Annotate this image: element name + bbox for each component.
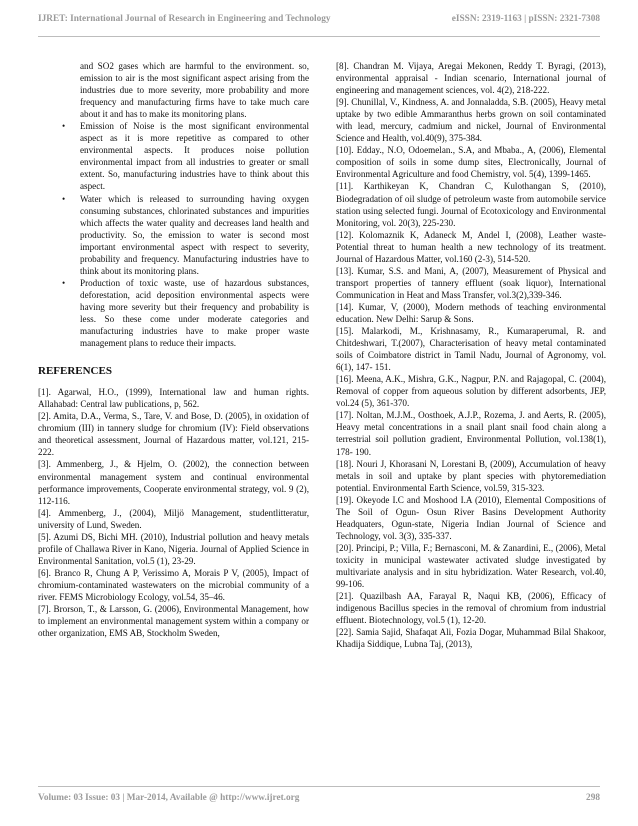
references-heading: REFERENCES [38,365,112,378]
bullet-icon: • [62,121,66,132]
reference-item: [22]. Samia Sajid, Shafaqat Ali, Fozia Dogar, Muhammad Bilal Shakoor, Khadija Siddique, Lubna Taj, (2013), [336,627,606,650]
left-column [38,60,309,639]
reference-item: [21]. Quazilbash AA, Farayal R, Naqui KB, (2006), Efficacy of indigenous Bacillus species in the removal of chromium from industrial effluent. Biotechnology, vol.5 (1), 12-20. [336,591,606,626]
reference-item: [14]. Kumar, V, (2000), Modern methods of teaching environmental education. New Delhi: Sarup & Sons. [336,301,606,324]
reference-item: [19]. Okeyode I.C and Moshood I.A (2010), Elemental Compositions of The Soil of Ogun- Osun River Basins Development Authority Headquaters, Ogun-state, Nigeria Indian Journal of Science and Technology, vol. 3(3), 335-337. [336,494,606,541]
page-header [38,14,600,24]
bullet-item-noise [38,120,309,192]
reference-item: [9]. Chunillal, V., Kindness, A. and Jonnaladda, S.B. (2005), Heavy metal uptake by two edible Ammaranthus herbs grown on soil contaminated with lead, mercury, cadmium and nickel, Journal of Environmental Science and Health, vol.40(9), 375-384. [336,97,606,144]
bullet-icon: • [62,277,66,288]
reference-item: [6]. Branco R, Chung A P, Verissimo A, Morais P V, (2005), Impact of chromium-contaminated wastewaters on the microbial community of a river. FEMS Microbiology Ecology, vol.54, 35–46. [38,567,309,602]
bullet-text: Production of toxic waste, use of hazardous substances, deforestation, acid deposition environmental aspects were having more severity but their frequency and probability is less. So these come under moderate categories and manufacturing industries have to make proper waste management plans to reduce their impacts. [80,277,309,349]
issn-info: eISSN: 2319-1163 | pISSN: 2321-7308 [451,14,600,24]
reference-item: [2]. Amita, D.A., Verma, S., Tare, V. and Bose, D. (2005), in oxidation of chromium (III) in tannery sludge for chromium (IV): Field observations and theoretical assessment, Journal of Hazardous matter, vol.121, 215-222. [38,411,309,458]
bullet-item-toxic-waste [38,277,309,349]
reference-item: [15]. Malarkodi, M., Krishnasamy, R., Kumaraperumal, R. and Chitdeshwari, T.(2007), Characterisation of heavy metal contaminated soils of Coimbatore district in Tamil Nadu, Journal of Agronomy, vol. 6(1), 147- 151. [336,326,606,373]
reference-item: [12]. Kolomaznik K, Adaneck M, Andel I, (2008), Leather waste- Potential threat to human health a new technology of its treatment. Journal of Hazardous Matter, vol.160 (2-3), 514-520. [336,229,606,264]
reference-item: [11]. Karthikeyan K, Chandran C, Kulothangan S, (2010), Biodegradation of oil sludge of petroleum waste from automobile service station using selected fungi. Journal of Ecotoxicology and Environmental Monitoring, vol. 20(3), 225-230. [336,181,606,228]
reference-item: [10]. Edday., N.O, Odoemelan., S.A, and Mbaba., A, (2006), Elemental composition of soils in some dump sites, Electronically, Journal of Environmental Agriculture and food Chemistry, vol. 5(4), 1399-1465. [336,145,606,180]
continuation-paragraph: and SO2 gases which are harmful to the environment. so, emission to air is the most significant aspect arising from the industries due to more severity, more probability and more frequency and manufacturing firms have to take much care about it and has to make its monitoring plans. [80,61,309,120]
reference-item: [8]. Chandran M. Vijaya, Aregai Mekonen, Reddy T. Byragi, (2013), environmental appraisal - Indian scenario, International journal of engineering and management sciences, vol. 4(2), 218-222. [336,61,606,96]
issue-info: Volume: 03 Issue: 03 | Mar-2014, Available @ http://www.ijret.org [38,793,300,803]
bullet-text: Emission of Noise is the most significant environmental aspect as it is more repetitive as compared to other environmental aspects. It produces noise pollution environmental impact from all industries to greater or small extent. So, manufacturing industries have to think about this aspect. [80,121,309,192]
reference-item: [13]. Kumar, S.S. and Mani, A, (2007), Measurement of Physical and transport properties of tannery effluent (soak liquor), International Communication in Heat and Mass Transfer, vol.3(2),339-346. [336,265,606,300]
journal-title: IJRET: International Journal of Research in Engineering and Technology [38,14,331,24]
footer-divider [38,786,600,787]
reference-item: [5]. Azumi DS, Bichi MH. (2010), Industrial pollution and heavy metals profile of Challawa River in Kano, Nigeria. Journal of Applied Science in Environmental Sanitation, vol.5 (1), 23-29. [38,531,309,566]
aspect-bullet-list [38,120,309,349]
reference-item: [18]. Nouri J, Khorasani N, Lorestani B, (2009), Accumulation of heavy metals in soil and uptake by plant species with phytoremediation potential. Environmental Earth Science, vol.59, 315-323. [336,458,606,493]
reference-item: [4]. Ammenberg, J., (2004), Miljö Management, studentlitteratur, university of Lund, Sweden. [38,507,309,530]
reference-item: [1]. Agarwal, H.O., (1999), International law and human rights. Allahabad: Central law publications, p, 562. [38,387,309,410]
page-number: 298 [586,793,600,803]
right-column [336,60,606,650]
reference-item: [16]. Meena, A.K., Mishra, G.K., Nagpur, P.N. and Rajagopal, C. (2004), Removal of copper from aqueous solution by different adsorbents, JEP, vol.24 (5), 361-370. [336,374,606,409]
bullet-item-water [38,193,309,277]
reference-item: [3]. Ammenberg, J., & Hjelm, O. (2002), the connection between environmental management system and continual environmental performance improvements, Cooperate environmental strategy, vol. 9 (2), 112-116. [38,459,309,506]
reference-item: [7]. Brorson, T., & Larsson, G. (2006), Environmental Management, how to implement an environmental management system within a company or other organization, EMS AB, Stockholm Sweden, [38,604,309,639]
page-footer [38,793,600,803]
header-divider [38,36,600,37]
reference-item: [20]. Principi, P.; Villa, F.; Bernasconi, M. & Zanardini, E., (2006), Metal toxicity in municipal wastewater activated sludge investigated by multivariate analysis and in situ hybridization. Water Research, vol.40, 99-106. [336,542,606,590]
bullet-icon: • [62,193,66,204]
reference-item: [17]. Noltan, M.J.M., Oosthoek, A.J.P., Rozema, J. and Aerts, R. (2005), Heavy metal concentrations in a snail plant snail food chain along a terrestrial soil pollution gradient, Environmental Pollution, vol.138(1), 178- 190. [336,410,606,457]
bullet-text: Water which is released to surrounding having oxygen consuming substances, chlorinated substances and impurities which affects the water quality and decreases land health and productivity. So, the emission to water is second most important environmental aspect with respect to severity, probability and frequency. Manufacturing industries have to think about its monitoring plans. [80,193,309,276]
